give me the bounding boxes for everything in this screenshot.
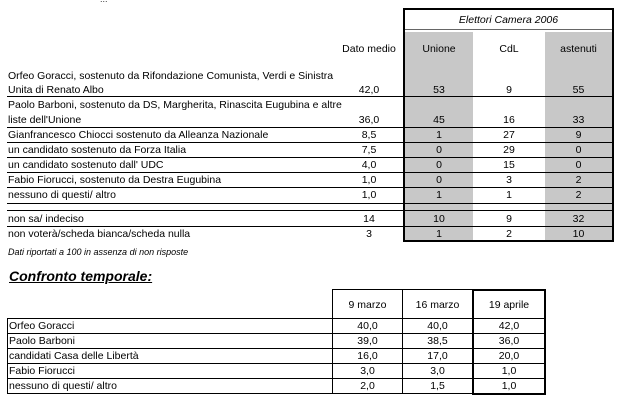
cell-udc-cdl: 15 — [503, 159, 515, 171]
row-label-fiorucci: Fabio Fiorucci, sostenuto da Destra Eugubina — [8, 174, 222, 186]
t2-goracci-16-marzo: 40,0 — [427, 320, 448, 332]
t2-cdl-9-marzo: 16,0 — [357, 350, 378, 362]
t2-cdl-16-marzo: 17,0 — [427, 350, 448, 362]
t2-fiorucci-19-aprile: 1,0 — [501, 365, 517, 377]
t2-barboni-16-marzo: 38,5 — [427, 335, 448, 347]
t2-nessuno-9-marzo: 2,0 — [360, 380, 375, 392]
t2-row-label-cdl: candidati Casa delle Libertà — [9, 350, 139, 362]
col-header-cdl: CdL — [499, 43, 519, 55]
cell-udc-unione: 0 — [436, 159, 442, 171]
t2-row-label-barboni: Paolo Barboni — [9, 335, 75, 347]
t2-nessuno-16-marzo: 1,5 — [430, 380, 445, 392]
col-header-9-marzo: 9 marzo — [348, 299, 387, 311]
cell-barboni-astenuti: 33 — [572, 114, 585, 126]
cell-chiocci-cdl: 27 — [503, 129, 515, 141]
row-label-udc: un candidato sostenuto dall' UDC — [8, 159, 164, 171]
cell-nessuno-astenuti: 2 — [575, 189, 582, 201]
t2-fiorucci-16-marzo: 3,0 — [430, 365, 445, 377]
cell-nonvotera-astenuti: 10 — [572, 228, 585, 240]
cell-chiocci-dato: 8,5 — [361, 129, 377, 141]
cell-chiocci-astenuti: 9 — [575, 129, 582, 141]
t2-fiorucci-9-marzo: 3,0 — [360, 365, 375, 377]
row-label-non-votera: non voterà/scheda bianca/scheda nulla — [8, 228, 191, 240]
col-header-dato-medio: Dato medio — [342, 43, 396, 55]
cell-nonvotera-dato: 3 — [366, 228, 372, 240]
t2-barboni-19-aprile: 36,0 — [498, 335, 520, 347]
cell-fiorucci-cdl: 3 — [506, 174, 512, 186]
cell-nonsa-astenuti: 32 — [572, 213, 585, 225]
cell-nonvotera-unione: 1 — [436, 228, 442, 240]
top-cut-text — [100, 0, 108, 4]
cell-goracci-unione: 53 — [433, 84, 445, 96]
col-header-19-aprile: 19 aprile — [488, 299, 530, 311]
t2-row-label-fiorucci: Fabio Fiorucci — [9, 365, 75, 377]
cell-nonsa-cdl: 9 — [506, 213, 512, 225]
row-label-goracci-line2: Unita di Renato Albo — [8, 84, 104, 96]
cell-fiorucci-astenuti: 2 — [575, 174, 582, 186]
t2-cdl-19-aprile: 20,0 — [498, 350, 520, 362]
cell-nonsa-unione: 10 — [433, 213, 445, 225]
cell-fi-astenuti: 0 — [575, 144, 582, 156]
col-header-16-marzo: 16 marzo — [415, 299, 460, 311]
cell-barboni-dato: 36,0 — [358, 114, 380, 126]
row-label-nessuno: nessuno di questi/ altro — [8, 189, 116, 201]
group-header-elettori: Elettori Camera 2006 — [458, 14, 559, 26]
cell-nessuno-dato: 1,0 — [361, 189, 377, 201]
row-label-non-sa: non sa/ indeciso — [8, 213, 84, 225]
cell-nessuno-cdl: 1 — [506, 189, 512, 201]
cell-fi-cdl: 29 — [503, 144, 515, 156]
cell-fiorucci-unione: 0 — [436, 174, 442, 186]
row-label-goracci-line1: Orfeo Goracci, sostenuto da Rifondazione Comunista, Verdi e Sinistra — [8, 70, 334, 82]
t2-barboni-9-marzo: 39,0 — [357, 335, 378, 347]
cell-barboni-unione: 45 — [433, 114, 445, 126]
row-label-forza-italia: un candidato sostenuto da Forza Italia — [8, 144, 187, 156]
col-header-unione: Unione — [422, 43, 456, 55]
t2-row-label-nessuno: nessuno di questi/ altro — [9, 380, 117, 392]
cell-fi-unione: 0 — [436, 144, 442, 156]
row-label-barboni-line1: Paolo Barboni, sostenuto da DS, Margherita, Rinascita Eugubina e altre — [8, 99, 342, 111]
row-label-chiocci: Gianfrancesco Chiocci sostenuto da Alleanza Nazionale — [8, 129, 269, 141]
cell-nonsa-dato: 14 — [363, 213, 375, 225]
cell-goracci-astenuti: 55 — [572, 84, 585, 96]
cell-goracci-dato: 42,0 — [358, 84, 380, 96]
cell-udc-astenuti: 0 — [575, 159, 582, 171]
t2-row-label-goracci: Orfeo Goracci — [9, 320, 75, 332]
col-header-astenuti: astenuti — [560, 43, 597, 55]
cell-fi-dato: 7,5 — [361, 144, 377, 156]
cell-nonvotera-cdl: 2 — [506, 228, 512, 240]
cell-chiocci-unione: 1 — [436, 129, 442, 141]
section-title-confronto: Confronto temporale: — [9, 268, 153, 284]
cell-goracci-cdl: 9 — [506, 84, 512, 96]
t2-goracci-9-marzo: 40,0 — [357, 320, 378, 332]
cell-nessuno-unione: 1 — [436, 189, 442, 201]
footnote: Dati riportati a 100 in assenza di non risposte — [8, 247, 189, 257]
t2-goracci-19-aprile: 42,0 — [498, 320, 520, 332]
row-label-barboni-line2: liste dell'Unione — [8, 114, 82, 126]
t2-nessuno-19-aprile: 1,0 — [501, 380, 517, 392]
cell-fiorucci-dato: 1,0 — [361, 174, 377, 186]
cell-barboni-cdl: 16 — [503, 114, 515, 126]
cell-udc-dato: 4,0 — [361, 159, 377, 171]
